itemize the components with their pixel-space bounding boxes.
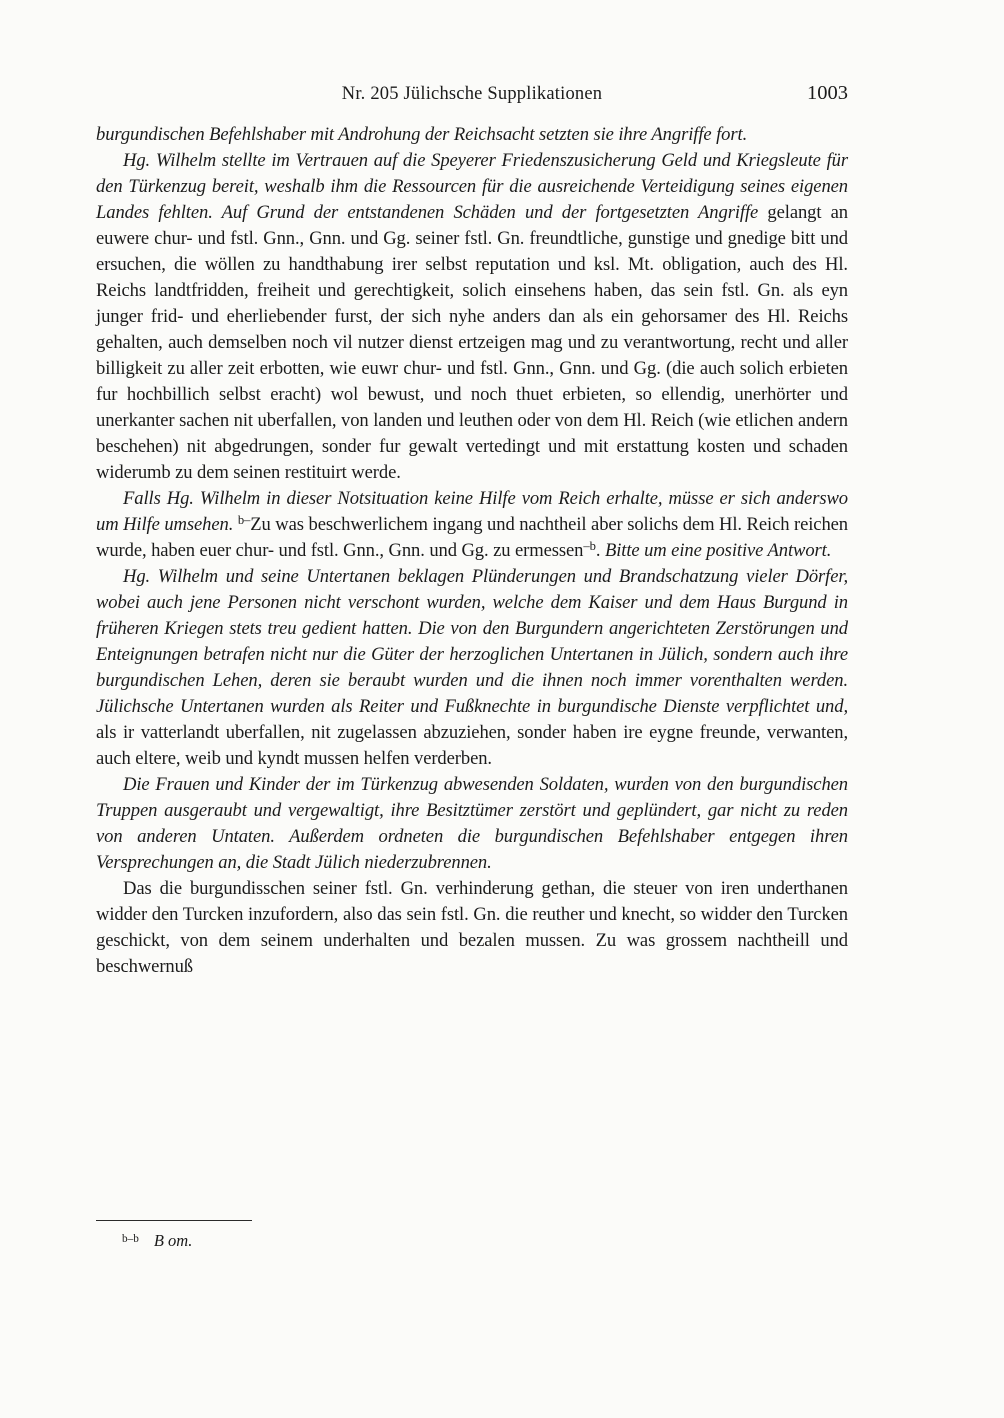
text-run: als ir vatterlandt uberfallen, nit zugelassen abzuziehen, sonder haben ire eygne freunde, verwanten, auch eltere, weib und kyndt mussen helfen verderben. — [96, 722, 848, 769]
text-run: Bitte um eine positive Antwort. — [604, 540, 832, 561]
paragraph — [96, 772, 848, 876]
text-run: burgundischen Befehlshaber mit Androhung der Reichsacht setzten sie ihre Angriffe fort. — [96, 124, 748, 145]
paragraph — [96, 486, 848, 564]
page-number: 1003 — [807, 82, 848, 104]
text-run: Hg. Wilhelm stellte im Vertrauen auf die Speyerer Friedenszusicherung Geld und Kriegsleute für den Türkenzug bereit, weshalb ihm die Ressourcen für die ausreichende Verteidigung seines eigenen Landes fehlten. Auf Grund der entstandenen Schäden und der fortgesetzten Angriffe — [96, 150, 848, 223]
footnote — [96, 1230, 848, 1252]
paragraph — [96, 876, 848, 980]
text-run: Die Frauen und Kinder der im Türkenzug abwesenden Soldaten, wurden von den burgundischen Truppen ausgeraubt und vergewaltigt, ihre Besitztümer zerstört und geplündert, gar nicht zu reden von anderen Untaten. Außerdem ordneten die burgundischen Befehlshaber entgegen ihren Versprechungen an, die Stadt Jülich niederzubrennen. — [96, 774, 848, 873]
footnote-rule — [96, 1220, 252, 1221]
text-run: Das die burgundisschen seiner fstl. Gn. verhinderung gethan, die steuer von iren underthanen widder den Turcken inzufordern, also das sein fstl. Gn. die reuther und knecht, so widder den Turcken geschickt, von dem seinem underhalten und bezalen mussen. Zu was grossem nachtheill und beschwernuß — [96, 878, 848, 977]
footnote-area — [96, 1220, 848, 1252]
text-run: Zu was beschwerlichem ingang und nachtheil aber solichs dem Hl. Reich reichen wurde, haben euer chur- und fstl. Gnn., Gnn. und Gg. zu ermessen — [96, 514, 848, 561]
paragraph — [96, 148, 848, 486]
footnote-marker: b–b — [122, 1232, 139, 1245]
text-run: Hg. Wilhelm und seine Untertanen beklagen Plünderungen und Brandschatzung vieler Dörfer, wobei auch jene Personen nicht verschont wurden, welche dem Kaiser und dem Haus Burgund in früheren Kriegen stets treu gedient hatten. Die von den Burgundern angerichteten Zerstörungen und Enteignungen betrafen nicht nur die Güter der herzoglichen Untertanen in Jülich, sondern auch ihre burgundischen Lehen, deren sie beraubt wurden und die ihnen noch immer vorenthalten werden. Jülichsche Untertanen wurden als Reiter und Fußknechte in burgundische Dienste verpflichtet und, — [96, 566, 848, 717]
body-text — [96, 122, 848, 980]
running-header — [96, 84, 848, 110]
text-run: gelangt an euwere chur- und fstl. Gnn., Gnn. und Gg. seiner fstl. Gn. freundtliche, gunstige und gnedige bitt und ersuchen, die wöllen zu handthabung irer selbst reputation und ksl. Mt. obligation, auch des Hl. Reichs landtfridden, freiheit und gerechtigkeit, solich einsehens haben, das sein fstl. Gn. als eyn junger frid- und eherliebender furst, der sich nyhe anders dan als ein gehorsamer des Hl. Reichs gehalten, auch demselben noch vil nutzer dienst ertzeigen mag und zu verantwortung, recht und aller billigkeit zu aller zeit erbotten, wie euwr chur- und fstl. Gnn., Gnn. und Gg. (die auch solich erbieten fur hochbillich selbst eracht) wol bewust, und noch thuet erbieten, so ellendig, unerhörter und unerkanter sachen nit uberfallen, von landen und leuthen oder von dem Hl. Reich (wie etlichen andern beschehen) nit abgedrungen, sonder fur gewalt vertedingt und mit erstattung kosten und schaden widerumb zu dem seinen restituirt werde. — [96, 202, 848, 483]
text-run: Falls Hg. Wilhelm in dieser Notsituation keine Hilfe vom Reich erhalte, müsse er sich anderswo um Hilfe umsehen. — [96, 488, 848, 535]
footnote-reference: –b — [583, 539, 596, 554]
paragraph — [96, 122, 848, 148]
footnote-text: B om. — [153, 1231, 193, 1250]
header-title: Nr. 205 Jülichsche Supplikationen — [341, 84, 603, 104]
paragraph — [96, 564, 848, 772]
text-run: . — [595, 540, 605, 561]
footnote-reference: b– — [237, 513, 251, 528]
text-block — [96, 84, 848, 980]
